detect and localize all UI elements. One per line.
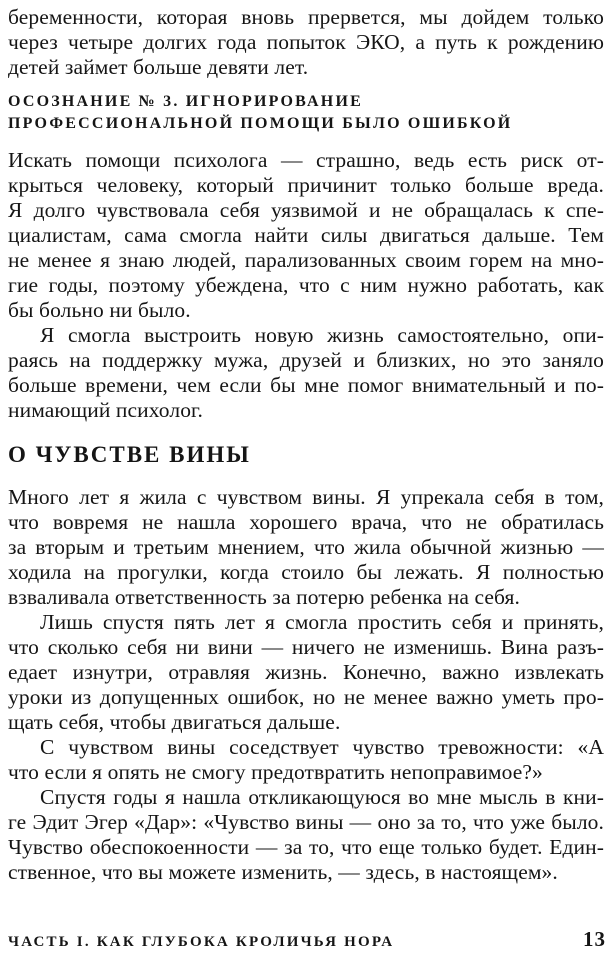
guilt-paragraph-3-line-1: С чувством вины соседствует чувство тревожности: «А: [40, 735, 604, 759]
guilt-paragraph-4-line-1: Спустя годы я нашла откликающуюся во мне мысль в кни-: [40, 785, 604, 809]
insight-paragraph-2-line-2: раясь на поддержку мужа, друзей и близких, но это заняло: [8, 348, 604, 372]
guilt-paragraph-3-line-2: что если я опять не смогу предотвратить непоправимое?»: [8, 760, 543, 784]
insight-paragraph-2-line-3: больше времени, чем если бы мне помог внимательный и по-: [8, 373, 604, 397]
section-heading-guilt: О ЧУВСТВЕ ВИНЫ: [8, 442, 251, 467]
guilt-paragraph-4-line-2: ге Эдит Эгер «Дар»: «Чувство вины — оно за то, что уже было.: [8, 810, 604, 834]
top-paragraph-line-3: детей займет больше девяти лет.: [8, 55, 309, 79]
insight-paragraph-1-line-4: циалистам, сама смогла найти силы двигаться дальше. Тем: [8, 223, 604, 247]
top-paragraph-line-2: через четыре долгих года попыток ЭКО, а путь к рождению: [8, 30, 604, 54]
guilt-paragraph-1-line-2: что вовремя не нашла хорошего врача, что не обратилась: [8, 510, 604, 534]
guilt-paragraph-2-line-3: едает изнутри, отравляя жизнь. Конечно, важно извлекать: [8, 660, 604, 684]
guilt-paragraph-1-line-5: взваливала ответственность за потерю ребенка на себя.: [8, 585, 521, 609]
insight-paragraph-1-line-7: бы больно ни было.: [8, 298, 191, 322]
guilt-paragraph-2-line-2: что сколько себя ни вини — ничего не изменишь. Вина разъ-: [8, 635, 604, 659]
guilt-paragraph-2-line-4: уроки из допущенных ошибок, но не менее важно уметь про-: [8, 685, 604, 709]
insight-heading-line-2: ПРОФЕССИОНАЛЬНОЙ ПОМОЩИ БЫЛО ОШИБКОЙ: [8, 115, 513, 132]
insight-paragraph-1-line-6: гие годы, поэтому убеждена, что с ним нужно работать, как: [8, 273, 604, 297]
insight-heading-line-1: ОСОЗНАНИЕ № 3. ИГНОРИРОВАНИЕ: [8, 93, 363, 110]
insight-paragraph-1-line-5: не менее я знаю людей, парализованных своим горем на мно-: [8, 248, 604, 272]
guilt-paragraph-4-line-4: ственное, что вы можете изменить, — здесь, в настоящем».: [8, 860, 558, 884]
guilt-paragraph-1-line-1: Много лет я жила с чувством вины. Я упрекала себя в том,: [8, 485, 604, 509]
insight-paragraph-1-line-2: крыться человеку, который причинит только больше вреда.: [8, 173, 604, 197]
running-title: ЧАСТЬ I. КАК ГЛУБОКА КРОЛИЧЬЯ НОРА: [8, 934, 395, 950]
guilt-paragraph-2-line-5: щать себя, чтобы двигаться дальше.: [8, 710, 341, 734]
insight-paragraph-1-line-3: Я долго чувствовала себя уязвимой и не обращалась к спе-: [8, 198, 604, 222]
guilt-paragraph-1-line-4: ходила на прогулки, когда стоило бы лежать. Я полностью: [8, 560, 604, 584]
top-paragraph-line-1: беременности, которая вновь прервется, мы дойдем только: [8, 5, 604, 29]
insight-paragraph-2-line-4: нимающий психолог.: [8, 398, 204, 422]
guilt-paragraph-2-line-1: Лишь спустя пять лет я смогла простить себя и принять,: [40, 610, 604, 634]
page-number: 13: [583, 927, 606, 951]
guilt-paragraph-1-line-3: за вторым и третьим мнением, что жила обычной жизнью —: [8, 535, 604, 559]
insight-paragraph-1-line-1: Искать помощи психолога — страшно, ведь есть риск от-: [8, 148, 604, 172]
guilt-paragraph-4-line-3: Чувство обеспокоенности — за то, что еще только будет. Един-: [8, 835, 604, 859]
insight-paragraph-2-line-1: Я смогла выстроить новую жизнь самостоятельно, опи-: [40, 323, 604, 347]
